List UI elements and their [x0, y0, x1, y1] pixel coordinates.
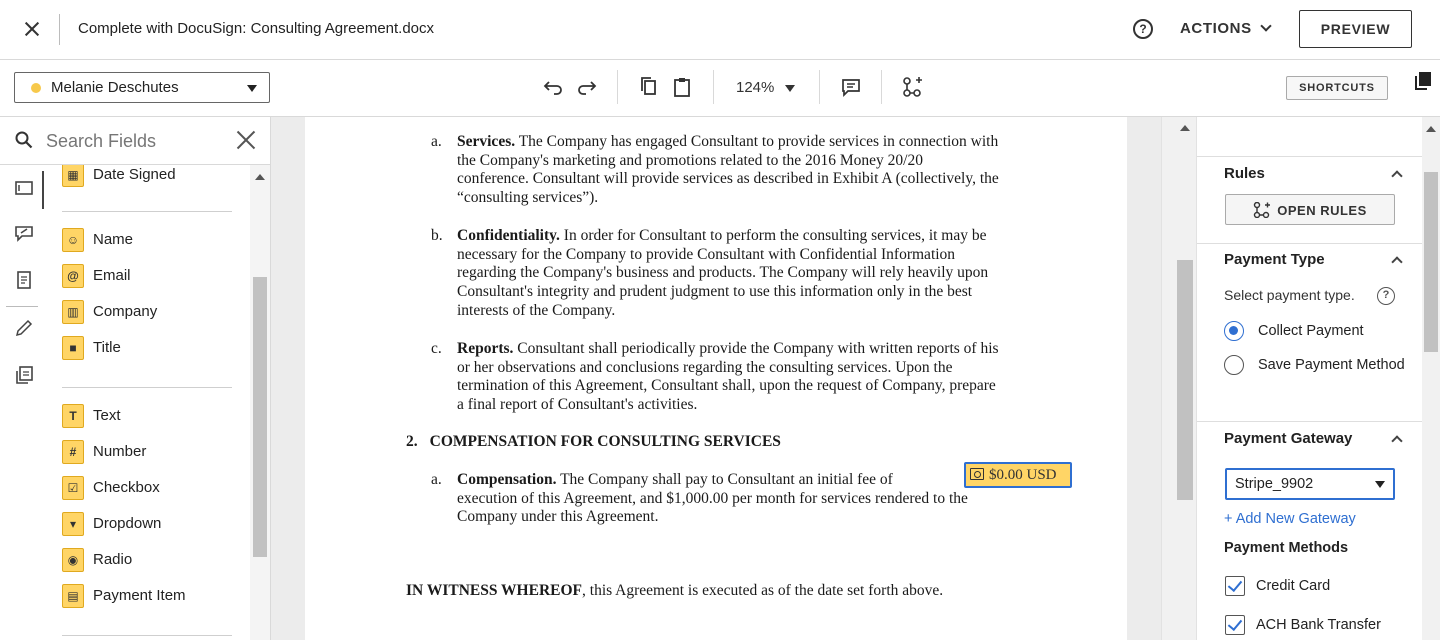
rules-icon [1253, 202, 1271, 218]
field-label: Checkbox [93, 479, 160, 496]
field-label: Number [93, 443, 147, 460]
section-divider [1197, 243, 1422, 244]
clause-heading: Reports. [457, 340, 514, 357]
document-page [305, 117, 1127, 640]
close-icon[interactable] [20, 17, 44, 41]
paste-icon[interactable] [671, 76, 693, 98]
scrollbar-thumb[interactable] [253, 277, 267, 557]
building-icon: ▥ [62, 300, 84, 324]
field-checkbox[interactable] [62, 476, 242, 502]
left-icon-rail [0, 165, 45, 640]
clause-text: necessary for the Company to provide Consultant with Confidential Information [457, 245, 956, 263]
clause-text: Consultant shall periodically provide the Company with written reports of his [513, 340, 999, 357]
dropdown-icon: ▾ [62, 512, 84, 536]
properties-panel [1196, 117, 1422, 640]
section-title: COMPENSATION FOR CONSULTING SERVICES [429, 433, 781, 450]
clause-services [431, 133, 1057, 208]
witness-heading: IN WITNESS WHEREOF [406, 582, 583, 599]
field-radio[interactable] [62, 548, 242, 574]
text-icon: T [62, 404, 84, 428]
payment-gateway-title: Payment Gateway [1224, 430, 1353, 447]
add-new-gateway-link[interactable]: + Add New Gateway [1224, 511, 1356, 527]
clause-letter: a. [431, 471, 442, 488]
recipient-select[interactable] [14, 72, 270, 103]
clause-text: “consulting services”). [457, 189, 599, 207]
credit-card-checkbox[interactable] [1225, 576, 1245, 596]
field-dropdown[interactable] [62, 512, 242, 538]
section-divider [1197, 156, 1422, 157]
clause-confidentiality [431, 227, 1057, 321]
clause-text: regarding the Company's business and products. The Company will rely heavily upon [457, 264, 989, 282]
undo-icon[interactable] [542, 76, 564, 98]
field-title[interactable] [62, 336, 242, 362]
toolbar-divider [713, 70, 714, 104]
preview-button[interactable]: PREVIEW [1299, 10, 1412, 48]
field-list [45, 165, 250, 640]
payment-icon [970, 468, 984, 480]
clause-heading: Services. [457, 133, 516, 150]
save-payment-method-radio[interactable] [1224, 355, 1244, 375]
clause-heading: Compensation. [457, 471, 557, 488]
field-company[interactable] [62, 300, 242, 326]
payment-methods-title: Payment Methods [1224, 540, 1349, 556]
zoom-level[interactable]: 124% [736, 79, 775, 96]
checkbox-icon: ☑ [62, 476, 84, 500]
list-divider [62, 211, 232, 212]
clause-letter: c. [431, 340, 442, 357]
ach-label[interactable]: ACH Bank Transfer [1256, 617, 1381, 633]
recipient-name: Melanie Deschutes [51, 79, 179, 96]
field-label: Radio [93, 551, 133, 568]
clause-heading: Confidentiality. [457, 227, 560, 244]
pages-icon[interactable] [1413, 70, 1433, 92]
toolbar-divider [819, 70, 820, 104]
clause-text: Company under this Agreement. [457, 508, 659, 526]
field-label: Company [93, 303, 158, 320]
shortcuts-button[interactable]: SHORTCUTS [1286, 76, 1388, 100]
recipient-color-dot [31, 83, 41, 93]
credit-card-label[interactable]: Credit Card [1256, 578, 1331, 594]
gateway-value: Stripe_9902 [1235, 476, 1314, 492]
list-divider [62, 635, 232, 636]
gateway-select[interactable] [1225, 468, 1395, 500]
clause-text: execution of this Agreement, and $1,000.00 per month for services rendered to the [457, 489, 968, 507]
rail-divider [6, 306, 38, 307]
section-divider [1197, 421, 1422, 422]
chevron-up-icon[interactable] [1391, 170, 1402, 181]
search-icon [15, 131, 33, 149]
radio-icon: ◉ [62, 548, 84, 572]
copy-icon[interactable] [638, 76, 660, 98]
clause-text: interests of the Company. [457, 301, 616, 319]
chevron-down-icon [1260, 20, 1271, 31]
pencil-icon[interactable] [13, 317, 35, 339]
field-label: Text [93, 407, 121, 424]
clause-letter: a. [431, 133, 442, 150]
rail-active-indicator [42, 171, 44, 209]
document-title: Complete with DocuSign: Consulting Agreement.docx [78, 20, 435, 37]
payment-field[interactable] [964, 462, 1072, 488]
fields-panel-icon[interactable] [13, 177, 35, 199]
add-rule-icon[interactable] [902, 76, 924, 98]
payment-type-title: Payment Type [1224, 251, 1325, 268]
scroll-up-arrow-icon[interactable] [1426, 126, 1436, 132]
actions-label: ACTIONS [1180, 20, 1252, 37]
payment-field-value: $0.00 USD [989, 467, 1057, 483]
help-icon[interactable]: ? [1377, 287, 1395, 305]
clause-text: the Company's marketing and promotions related to the 2016 Money 20/20 [457, 151, 923, 169]
search-input[interactable] [46, 128, 226, 154]
field-number[interactable] [62, 440, 242, 466]
toolbar-divider [881, 70, 882, 104]
signature-icon[interactable] [13, 223, 35, 245]
clause-letter: b. [431, 227, 443, 244]
clause-text: conference. Consultant will provide services as described in Exhibit A (collectively, the [457, 170, 999, 188]
toolbar-divider [617, 70, 618, 104]
clause-text: Consultant's integrity and prudent judgment to use this information only in the best [457, 283, 973, 301]
section-heading [406, 433, 781, 452]
chevron-up-icon[interactable] [1391, 256, 1402, 267]
actions-menu[interactable] [1180, 20, 1270, 37]
field-payment-item[interactable] [62, 584, 242, 610]
field-label: Payment Item [93, 587, 186, 604]
template-icon[interactable] [13, 364, 35, 386]
field-list-scrollbar[interactable] [250, 165, 270, 640]
editor-toolbar [0, 60, 1440, 117]
list-divider [62, 387, 232, 388]
clause-text: a final report of Consultant's activities. [457, 396, 698, 414]
close-icon[interactable] [235, 129, 257, 151]
field-text[interactable] [62, 404, 242, 430]
field-label: Email [93, 267, 131, 284]
help-icon[interactable]: ? [1133, 19, 1153, 39]
clause-reports [431, 340, 1057, 415]
header-divider [59, 14, 60, 45]
scrollbar-thumb[interactable] [1177, 260, 1193, 500]
scroll-up-arrow-icon[interactable] [1180, 125, 1190, 131]
field-email[interactable] [62, 264, 242, 290]
rules-title: Rules [1224, 165, 1265, 182]
collect-payment-label[interactable]: Collect Payment [1258, 323, 1364, 339]
clause-text: or her observations and conclusions regarding the consulting services. Upon the [457, 358, 953, 376]
open-rules-button[interactable] [1225, 194, 1395, 225]
comment-icon[interactable] [840, 76, 862, 98]
field-label: Dropdown [93, 515, 162, 532]
document-icon[interactable] [13, 269, 35, 291]
document-scrollbar[interactable] [1161, 117, 1196, 640]
field-label: Name [93, 231, 134, 248]
top-header [0, 0, 1440, 60]
witness-clause [406, 582, 943, 601]
field-label: Date Signed [93, 166, 176, 183]
open-rules-label: OPEN RULES [1277, 202, 1367, 218]
chevron-up-icon[interactable] [1391, 435, 1402, 446]
clause-text: The Company shall pay to Consultant an initial fee of [556, 471, 893, 488]
caret-down-icon [247, 85, 257, 92]
redo-icon[interactable] [576, 76, 598, 98]
hash-icon: # [62, 440, 84, 464]
person-icon: ☺ [62, 228, 84, 252]
zoom-caret-icon[interactable] [785, 85, 795, 92]
field-label: Title [93, 339, 121, 356]
calendar-icon: ▦ [62, 165, 84, 187]
field-date-signed[interactable] [62, 165, 242, 189]
caret-down-icon [1375, 481, 1385, 488]
field-name[interactable] [62, 228, 242, 254]
save-payment-method-label[interactable]: Save Payment Method [1258, 357, 1405, 373]
properties-scrollbar[interactable] [1422, 117, 1440, 640]
payment-icon: ▤ [62, 584, 84, 608]
field-search [0, 117, 270, 165]
scrollbar-thumb[interactable] [1424, 172, 1438, 352]
scroll-up-arrow-icon[interactable] [255, 174, 265, 180]
document-viewer [271, 117, 1161, 640]
clause-text: In order for Consultant to perform the consulting services, it may be [559, 227, 987, 244]
collect-payment-radio[interactable] [1224, 321, 1244, 341]
briefcase-icon: ■ [62, 336, 84, 360]
clause-text: termination of this Agreement, Consultant shall, upon the request of Company, prepare [457, 377, 996, 395]
at-sign-icon: @ [62, 264, 84, 288]
clause-text: The Company has engaged Consultant to provide services in connection with [515, 133, 999, 150]
payment-type-hint: Select payment type. [1224, 287, 1355, 303]
witness-text: , this Agreement is executed as of the date set forth above. [582, 582, 944, 599]
ach-checkbox[interactable] [1225, 615, 1245, 635]
section-number: 2. [406, 433, 418, 450]
